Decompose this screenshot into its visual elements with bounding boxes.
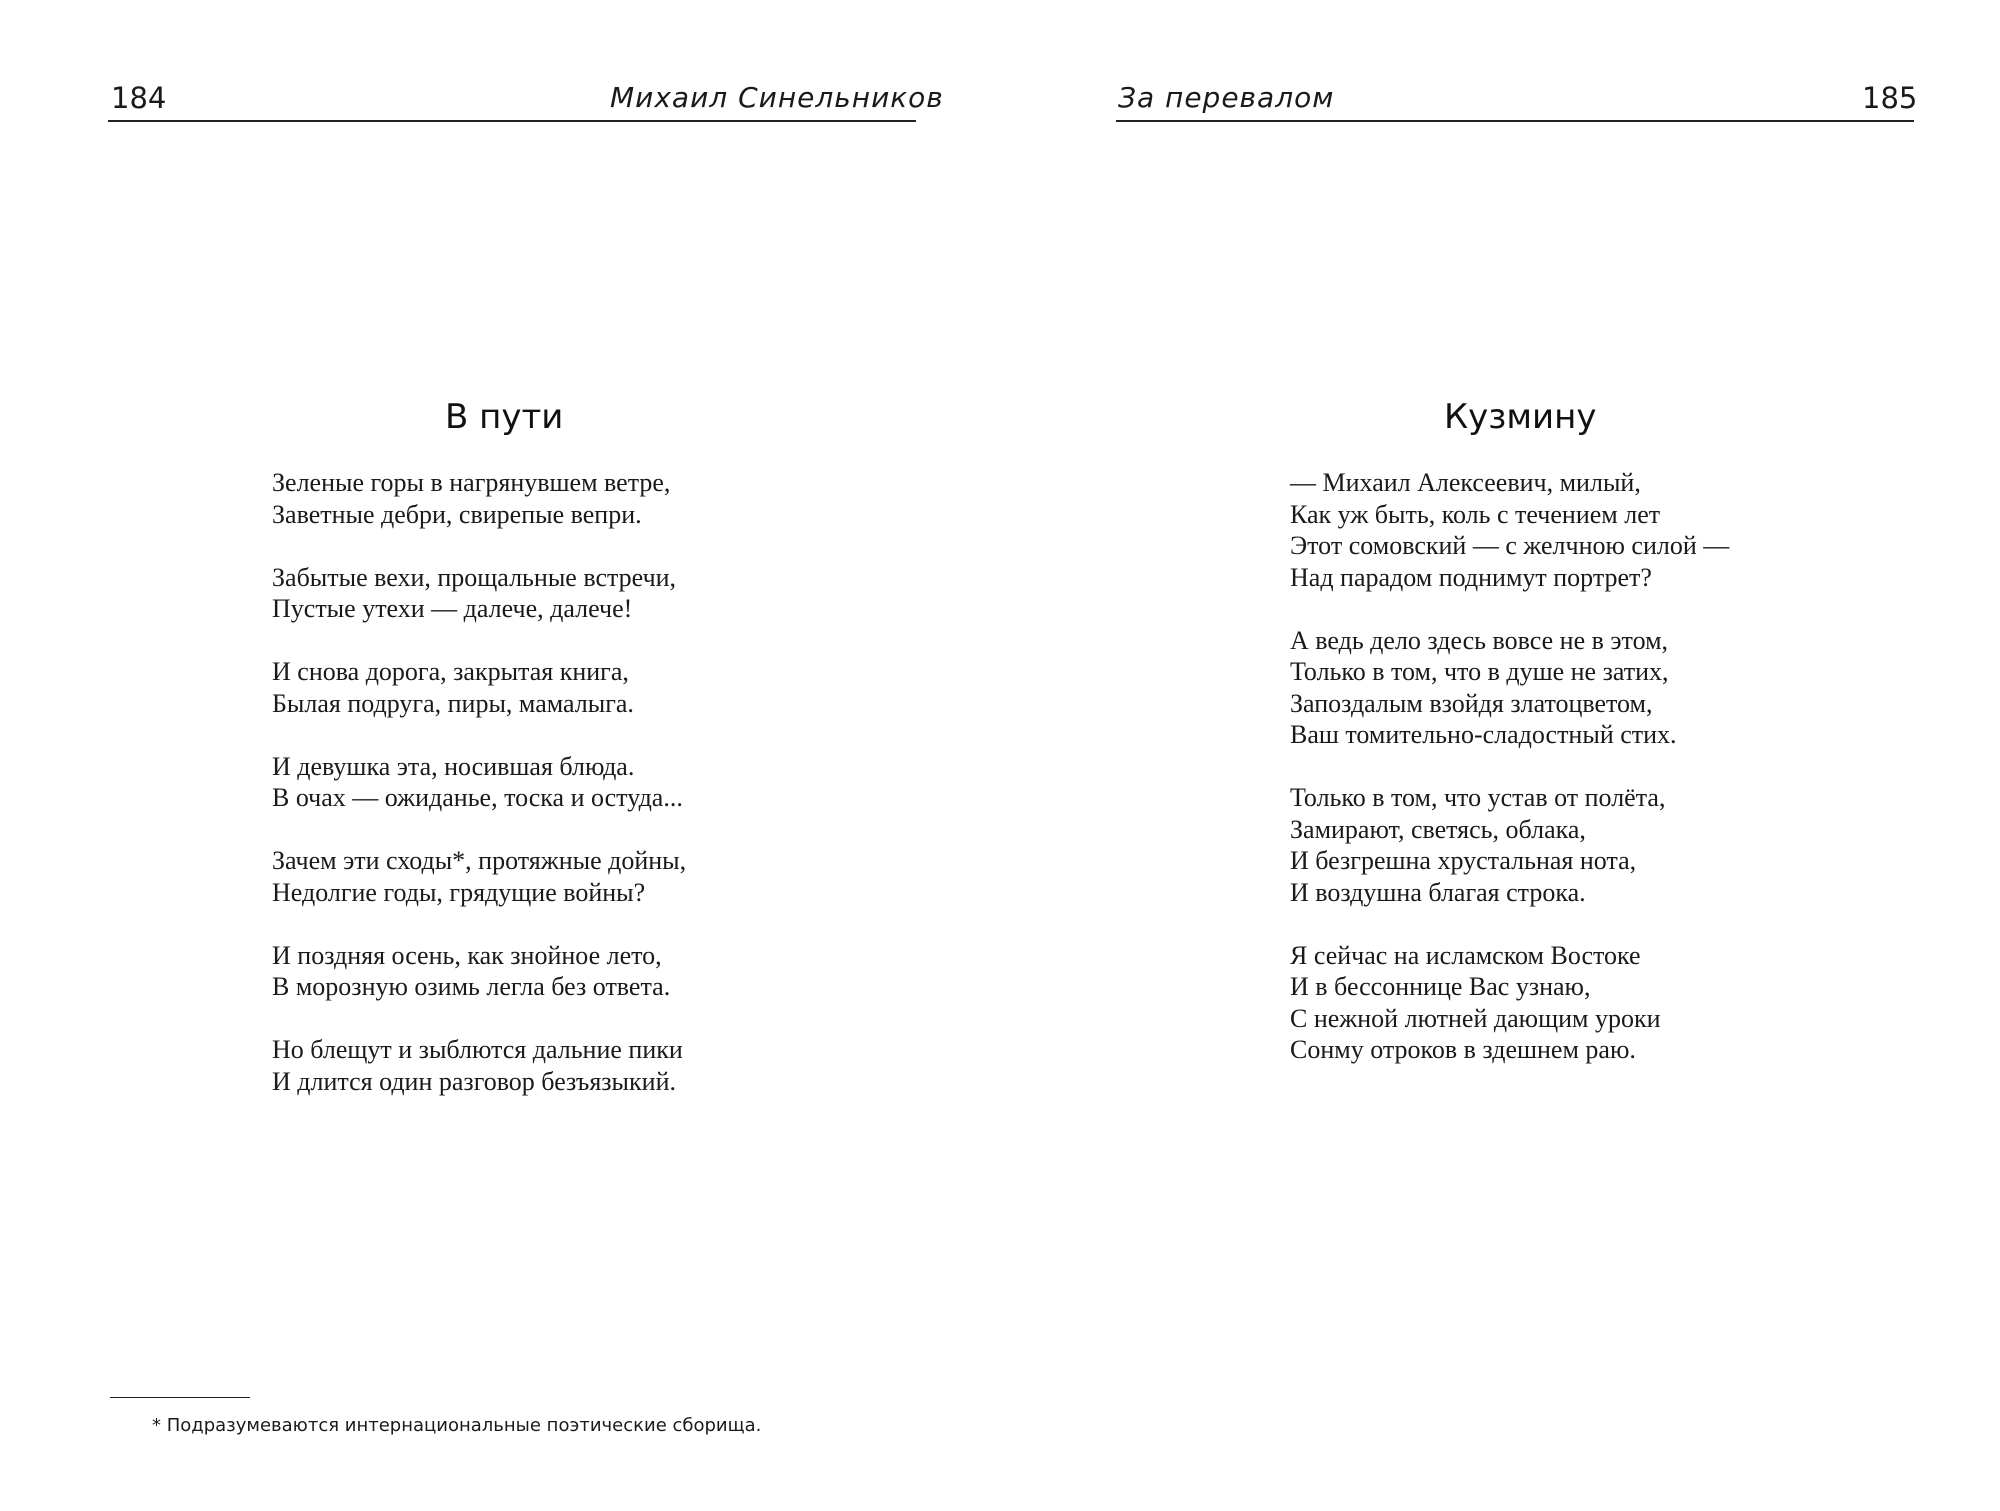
stanza	[272, 940, 686, 1003]
stanza	[272, 1034, 686, 1097]
footnote-rule	[110, 1397, 250, 1398]
poem-line: И в бессоннице Вас узнаю,	[1290, 972, 1591, 1001]
poem-line: Только в том, что в душе не затих,	[1290, 657, 1669, 686]
stanza	[272, 656, 686, 719]
stanza	[272, 562, 686, 625]
poem-line: Только в том, что устав от полёта,	[1290, 783, 1666, 812]
poem-line: И воздушна благая строка.	[1290, 877, 1586, 907]
poem-body-right	[1290, 467, 1729, 1066]
poem-line: Заветные дебри, свирепые вепри.	[272, 499, 642, 529]
poem-line: — Михаил Алексеевич, милый,	[1290, 468, 1641, 497]
footnote: * Подразумеваются интернациональные поэтические сборища.	[152, 1415, 762, 1436]
poem-body-left	[272, 467, 686, 1097]
page-number-left: 184	[111, 81, 167, 115]
poem-line: И снова дорога, закрытая книга,	[272, 657, 629, 686]
poem-line: Замирают, светясь, облака,	[1290, 814, 1586, 844]
stanza	[1290, 625, 1729, 751]
running-head-author: Михаил Синельников	[610, 81, 944, 114]
poem-line: Забытые вехи, прощальные встречи,	[272, 562, 677, 592]
poem-title-left: В пути	[445, 397, 564, 437]
poem-line: И поздняя осень, как знойное лето,	[272, 940, 662, 970]
poem-title-right: Кузмину	[1444, 397, 1597, 437]
poem-line: Зеленые горы в нагрянувшем ветре,	[272, 468, 671, 497]
poem-line: Зачем эти сходы*, протяжные дойны,	[272, 846, 687, 875]
page-number-right: 185	[1862, 81, 1918, 115]
poem-line: Но блещут и зыблются дальние пики	[272, 1035, 683, 1064]
stanza	[272, 467, 686, 530]
stanza	[1290, 467, 1729, 593]
running-head-section: За перевалом	[1118, 81, 1335, 114]
poem-line: И безгрешна хрустальная нота,	[1290, 846, 1637, 875]
poem-line: В морозную озимь легла без ответа.	[272, 972, 671, 1001]
poem-line: В очах — ожиданье, тоска и остуда...	[272, 783, 683, 812]
poem-line: Как уж быть, коль с течением лет	[1290, 499, 1661, 529]
poem-line: Этот сомовский — с желчною силой —	[1290, 531, 1730, 560]
header-rule-left	[108, 120, 916, 122]
right-page	[1000, 0, 2000, 1511]
poem-line: Запоздалым взойдя златоцветом,	[1290, 688, 1653, 718]
poem-line: Былая подруга, пиры, мамалыга.	[272, 688, 634, 718]
poem-line: Сонму отроков в здешнем раю.	[1290, 1035, 1636, 1064]
stanza	[1290, 782, 1729, 908]
poem-line: С нежной лютней дающим уроки	[1290, 1003, 1661, 1033]
stanza	[272, 751, 686, 814]
poem-line: А ведь дело здесь вовсе не в этом,	[1290, 625, 1669, 655]
header-rule-right	[1116, 120, 1914, 122]
poem-line: И девушка эта, носившая блюда.	[272, 751, 635, 781]
poem-line: Я сейчас на исламском Востоке	[1290, 940, 1641, 970]
poem-line: Недолгие годы, грядущие войны?	[272, 877, 646, 907]
poem-line: Пустые утехи — далече, далече!	[272, 594, 633, 623]
poem-line: И длится один разговор безъязыкий.	[272, 1066, 676, 1096]
poem-line: Ваш томительно-сладостный стих.	[1290, 720, 1677, 749]
poem-line: Над парадом поднимут портрет?	[1290, 562, 1652, 592]
stanza	[272, 845, 686, 908]
stanza	[1290, 940, 1729, 1066]
